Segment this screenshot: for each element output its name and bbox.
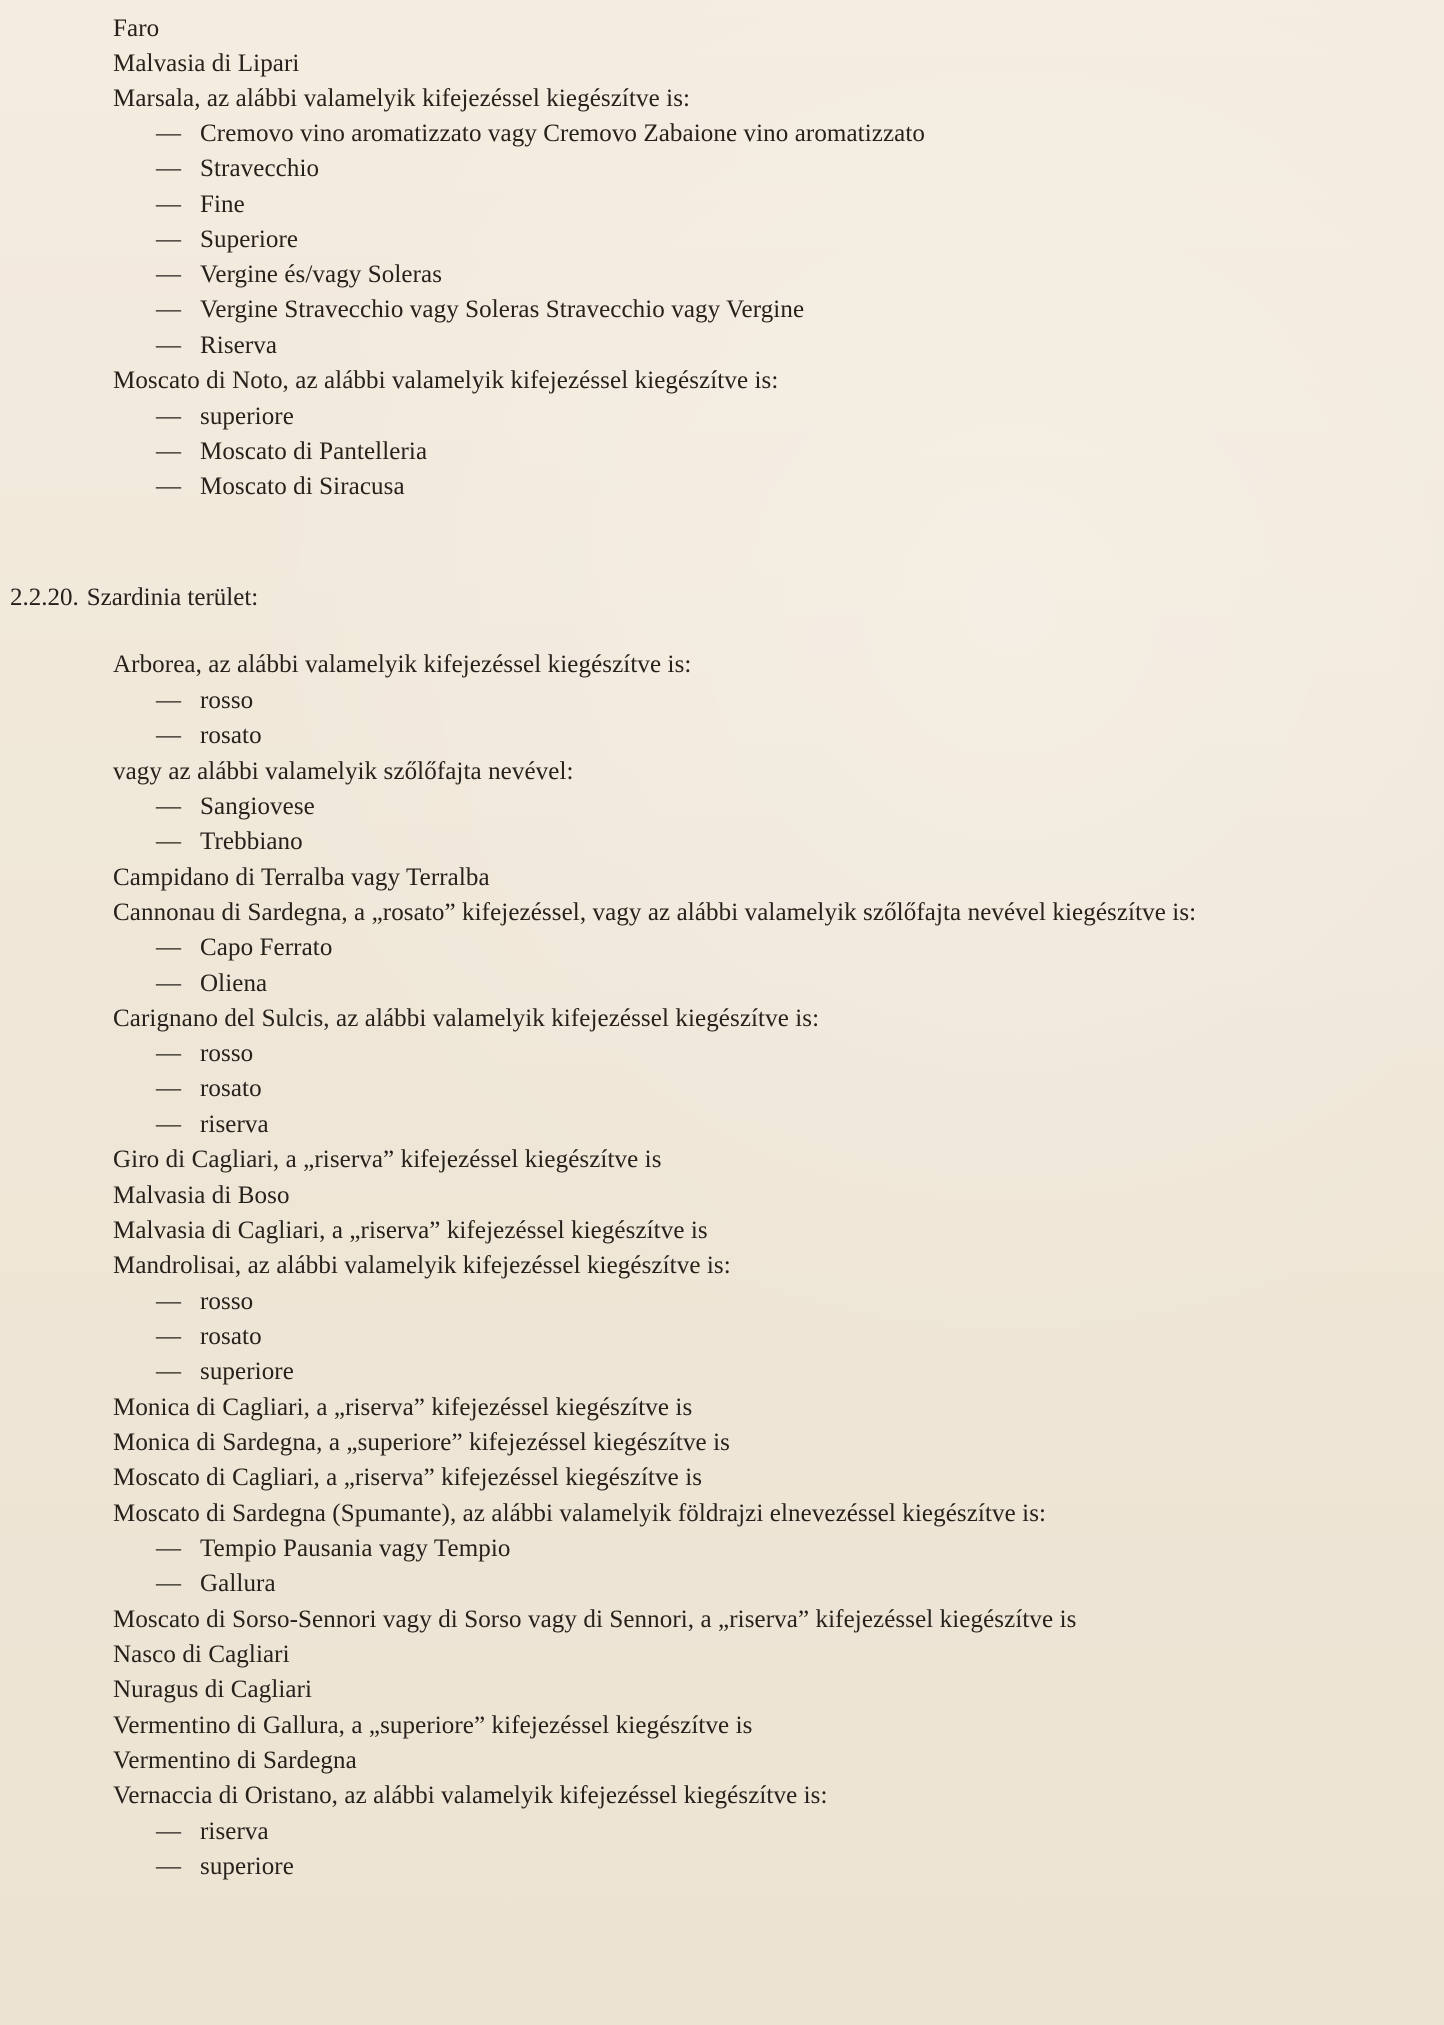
list-item: Malvasia di Cagliari, a „riserva” kifejezéssel kiegészítve is [113,1217,708,1244]
dash-marker: — [156,261,182,288]
sub-list-text: rosso [200,1040,254,1067]
dash-marker: — [156,1853,182,1880]
sub-list-item [156,790,315,824]
list-item: Carignano del Sulcis, az alábbi valamelyik kifejezéssel kiegészítve is: [113,1005,820,1032]
sub-list-item [156,435,427,469]
dash-marker: — [156,1288,182,1315]
list-item: Vermentino di Sardegna [113,1747,357,1774]
section-heading [10,581,258,615]
sub-list-text: rosso [200,687,254,714]
sub-list-text: Moscato di Siracusa [200,473,405,500]
sub-list-text: Tempio Pausania vagy Tempio [200,1535,511,1562]
dash-marker: — [156,120,182,147]
sub-list-item [156,470,405,504]
sub-list-item [156,825,303,859]
sub-list-text: superiore [200,1358,294,1385]
list-item: Malvasia di Lipari [113,50,300,77]
sub-list-item [156,329,277,363]
list-item: Nuragus di Cagliari [113,1676,313,1703]
list-item: Malvasia di Boso [113,1182,290,1209]
dash-marker: — [156,1075,182,1102]
dash-marker: — [156,1818,182,1845]
dash-marker: — [156,1323,182,1350]
list-item: Vernaccia di Oristano, az alábbi valamelyik kifejezéssel kiegészítve is: [113,1782,828,1809]
dash-marker: — [156,1111,182,1138]
sub-list-text: Capo Ferrato [200,934,333,961]
sub-list-item [156,400,294,434]
list-item: Monica di Cagliari, a „riserva” kifejezéssel kiegészítve is [113,1394,693,1421]
dash-marker: — [156,1040,182,1067]
sub-list-text: Sangiovese [200,793,315,820]
list-item: Nasco di Cagliari [113,1641,290,1668]
list-item: Moscato di Cagliari, a „riserva” kifejezéssel kiegészítve is [113,1464,703,1491]
dash-marker: — [156,1570,182,1597]
sub-list-text: Gallura [200,1570,276,1597]
sub-list-item [156,684,253,718]
list-item: Vermentino di Gallura, a „superiore” kifejezéssel kiegészítve is [113,1712,753,1739]
sub-list-text: rosso [200,1288,254,1315]
sub-list-text: Fine [200,191,245,218]
sub-list-item [156,931,332,965]
list-item: Moscato di Noto, az alábbi valamelyik kifejezéssel kiegészítve is: [113,367,779,394]
dash-marker: — [156,403,182,430]
sub-list-item [156,293,804,327]
section-title: Szardinia terület: [86,584,259,611]
list-item: Arborea, az alábbi valamelyik kifejezéssel kiegészítve is: [113,651,692,678]
section-number: 2.2.20. [10,584,79,611]
dash-marker: — [156,793,182,820]
sub-list-item [156,967,267,1001]
dash-marker: — [156,934,182,961]
sub-list-text: Cremovo vino aromatizzato vagy Cremovo Zabaione vino aromatizzato [200,120,926,147]
dash-marker: — [156,155,182,182]
sub-list-item [156,1108,269,1142]
sub-list-text: rosato [200,1075,262,1102]
sub-list-item [156,719,262,753]
dash-marker: — [156,438,182,465]
sub-list-text: rosato [200,722,262,749]
list-item: Marsala, az alábbi valamelyik kifejezéssel kiegészítve is: [113,85,691,112]
sub-list-item [156,117,925,151]
sub-list-text: superiore [200,1853,294,1880]
list-item: vagy az alábbi valamelyik szőlőfajta nevével: [113,758,574,785]
sub-list-text: Vergine Stravecchio vagy Soleras Stravecchio vagy Vergine [200,296,805,323]
sub-list-item [156,1567,276,1601]
sub-list-text: riserva [200,1111,269,1138]
sub-list-item [156,1355,294,1389]
sub-list-text: Moscato di Pantelleria [200,438,428,465]
sub-list-text: riserva [200,1818,269,1845]
sub-list-item [156,258,442,292]
list-item: Giro di Cagliari, a „riserva” kifejezéssel kiegészítve is [113,1146,662,1173]
dash-marker: — [156,687,182,714]
sub-list-text: Superiore [200,226,299,253]
sub-list-text: Oliena [200,970,268,997]
dash-marker: — [156,296,182,323]
dash-marker: — [156,1535,182,1562]
list-item: Mandrolisai, az alábbi valamelyik kifejezéssel kiegészítve is: [113,1252,731,1279]
list-item: Moscato di Sorso-Sennori vagy di Sorso vagy di Sennori, a „riserva” kifejezéssel kiegészítve is [113,1606,1077,1633]
dash-marker: — [156,226,182,253]
list-item: Monica di Sardegna, a „superiore” kifejezéssel kiegészítve is [113,1429,730,1456]
sub-list-item [156,1532,511,1566]
dash-marker: — [156,332,182,359]
list-item: Campidano di Terralba vagy Terralba [113,864,490,891]
list-item: Moscato di Sardegna (Spumante), az alábbi valamelyik földrajzi elnevezéssel kiegészítve is: [113,1500,1047,1527]
sub-list-text: Riserva [200,332,278,359]
dash-marker: — [156,191,182,218]
sub-list-item [156,188,245,222]
dash-marker: — [156,828,182,855]
sub-list-text: superiore [200,403,294,430]
sub-list-text: Stravecchio [200,155,320,182]
dash-marker: — [156,722,182,749]
sub-list-item [156,223,298,257]
sub-list-text: Vergine és/vagy Soleras [200,261,443,288]
sub-list-item [156,1072,262,1106]
sub-list-item [156,1320,262,1354]
dash-marker: — [156,1358,182,1385]
sub-list-text: rosato [200,1323,262,1350]
sub-list-text: Trebbiano [200,828,303,855]
sub-list-item [156,1815,269,1849]
dash-marker: — [156,473,182,500]
list-item: Cannonau di Sardegna, a „rosato” kifejezéssel, vagy az alábbi valamelyik szőlőfajta nevével kiegészítve is: [113,899,1197,926]
sub-list-item [156,1285,253,1319]
sub-list-item [156,152,319,186]
dash-marker: — [156,970,182,997]
sub-list-item [156,1850,294,1884]
sub-list-item [156,1037,253,1071]
list-item: Faro [113,15,160,42]
